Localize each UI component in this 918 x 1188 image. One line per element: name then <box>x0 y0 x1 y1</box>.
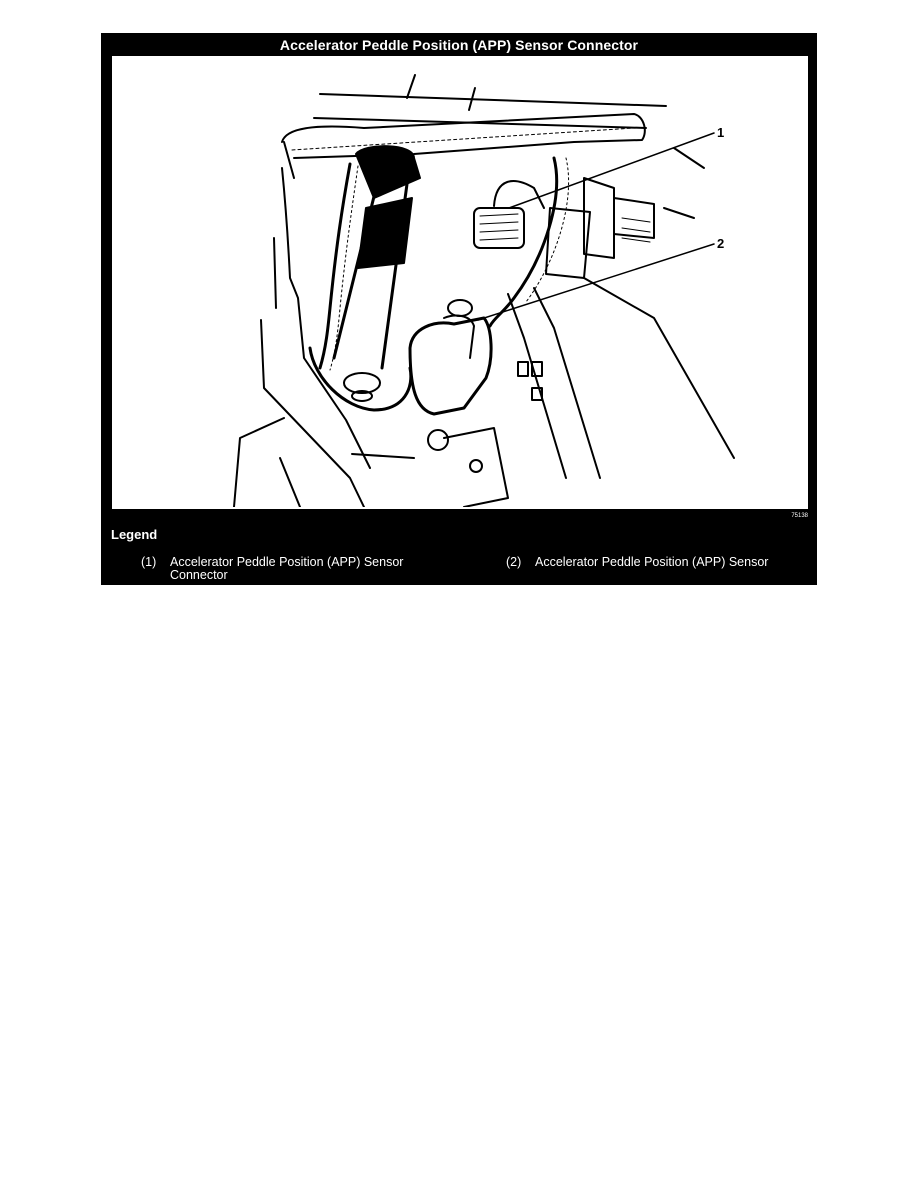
figure-code: 75138 <box>791 513 808 519</box>
tick-line <box>407 75 415 98</box>
lower-bracket <box>444 428 508 507</box>
left-trim-outline <box>261 320 364 507</box>
pedal-arm-top <box>356 146 420 198</box>
left-panel-outline <box>282 168 370 468</box>
mount-bracket <box>508 288 600 478</box>
legend-item <box>506 556 768 569</box>
legend-number: (1) <box>141 555 157 569</box>
callout-2: 2 <box>717 236 725 251</box>
legend-text: Accelerator Peddle Position (APP) Sensor Connector <box>170 555 404 582</box>
right-floor-line <box>584 278 734 458</box>
dash-upper-line <box>320 94 666 106</box>
harness-texture <box>292 128 634 150</box>
bracket-slot <box>518 362 528 376</box>
drawing-panel <box>112 56 808 509</box>
wire-harness-horizontal <box>282 114 645 178</box>
mount-bolt <box>428 430 448 450</box>
lower-left-lines <box>234 418 300 507</box>
left-edge-line <box>274 238 276 308</box>
legend-text: Accelerator Peddle Position (APP) Sensor <box>535 555 769 569</box>
right-box-fins <box>622 218 650 242</box>
diagram-figure <box>101 33 817 585</box>
sensor-boss <box>448 300 472 316</box>
right-lines <box>664 148 704 218</box>
figure-title: Accelerator Peddle Position (APP) Sensor Connector <box>279 37 639 53</box>
dash-lower-line <box>314 118 646 128</box>
legend-title: Legend <box>111 527 158 542</box>
pedal-arm-body <box>358 198 412 268</box>
wire-harness-left <box>320 164 350 368</box>
lower-center-line <box>352 454 414 458</box>
app-sensor-body <box>410 318 491 414</box>
legend-item <box>141 556 440 582</box>
mount-bolt <box>470 460 482 472</box>
connector-pins <box>480 214 518 240</box>
legend-number: (2) <box>506 555 522 569</box>
callout-1: 1 <box>717 125 725 140</box>
line-drawing <box>114 58 806 507</box>
